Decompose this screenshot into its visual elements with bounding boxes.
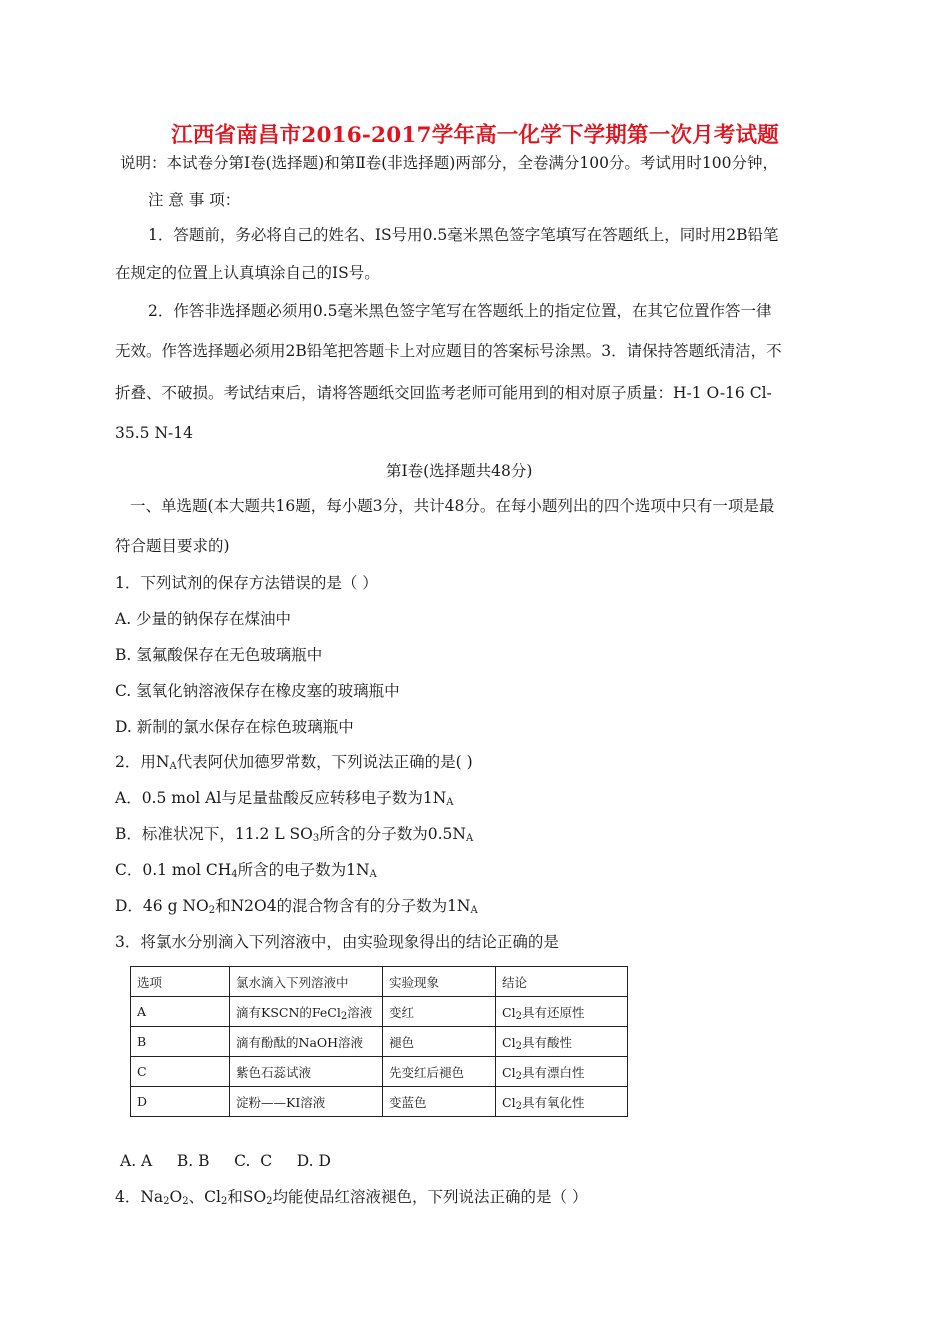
table-header-cell: 实验现象 bbox=[383, 967, 496, 997]
table-row bbox=[131, 1087, 628, 1117]
table-header-cell: 结论 bbox=[496, 967, 628, 997]
question-1-option-a: A. 少量的钠保存在煤油中 bbox=[115, 610, 292, 628]
table-cell: $Cl_2$具有还原性 bbox=[496, 997, 628, 1027]
section-intro-a: 一、单选题(本大题共16题，每小题3分，共计48分。在每小题列出的四个选项中只有一项是最 bbox=[130, 497, 775, 515]
notice-item-2a: 2．作答非选择题必须用0.5毫米黑色签字笔写在答题纸上的指定位置，在其它位置作答一律 bbox=[148, 302, 772, 320]
table-cell: $Cl_2$具有氧化性 bbox=[496, 1087, 628, 1117]
notice-item-2b: 无效。作答选择题必须用2B铅笔把答题卡上对应题目的答案标号涂黑。3．请保持答题纸清洁，不 bbox=[115, 342, 782, 360]
notice-item-2d: 35.5 N-14 bbox=[115, 424, 193, 442]
notice-item-1a: 1．答题前，务必将自己的姓名、IS号用0.5毫米黑色签字笔填写在答题纸上，同时用2B铅笔 bbox=[148, 226, 779, 244]
table-header-cell: 选项 bbox=[131, 967, 230, 997]
question-3-answers: A. A B. B C. C D. D bbox=[120, 1152, 331, 1170]
section-intro-b: 符合题目要求的) bbox=[115, 537, 230, 555]
exam-note: 说明：本试卷分第Ⅰ卷(选择题)和第Ⅱ卷(非选择题)两部分，全卷满分100分。考试用时100分钟， bbox=[120, 154, 779, 172]
table-cell: 褪色 bbox=[383, 1027, 496, 1057]
table-cell: 紫色石蕊试液 bbox=[230, 1057, 383, 1087]
question-2-option-c: C．0.1 mol $CH_4$所含的电子数为$1N_A$ bbox=[115, 861, 377, 880]
question-1-stem: 1．下列试剂的保存方法错误的是（ ） bbox=[115, 574, 378, 592]
table-header-row bbox=[131, 967, 628, 997]
question-3-stem: 3．将氯水分别滴入下列溶液中，由实验现象得出的结论正确的是 bbox=[115, 933, 559, 951]
page-title: 江西省南昌市2016-2017学年高一化学下学期第一次月考试题 bbox=[171, 123, 779, 148]
table-header-cell: 氯水滴入下列溶液中 bbox=[230, 967, 383, 997]
question-1-option-b: B. 氢氟酸保存在无色玻璃瓶中 bbox=[115, 646, 323, 664]
table-cell: $Cl_2$具有漂白性 bbox=[496, 1057, 628, 1087]
table-cell: D bbox=[131, 1087, 230, 1117]
table-cell: 滴有酚酞的NaOH溶液 bbox=[230, 1027, 383, 1057]
question-1-option-c: C. 氢氧化钠溶液保存在橡皮塞的玻璃瓶中 bbox=[115, 682, 400, 700]
notice-heading: 注 意 事 项： bbox=[148, 191, 241, 209]
table-cell: 滴有KSCN的FeCl$_2$溶液 bbox=[230, 997, 383, 1027]
table-cell: 变蓝色 bbox=[383, 1087, 496, 1117]
table-cell: C bbox=[131, 1057, 230, 1087]
notice-item-2c: 折叠、不破损。考试结束后，请将答题纸交回监考老师可能用到的相对原子质量：H-1 O-16 Cl- bbox=[115, 384, 772, 402]
question-3-table bbox=[130, 966, 628, 1117]
section-heading: 第Ⅰ卷(选择题共48分) bbox=[386, 462, 533, 480]
question-4-stem: 4．$Na_2O_2$、$Cl_2$和$SO_2$均能使品红溶液褪色，下列说法正确的是（ ） bbox=[115, 1188, 588, 1207]
table-cell: $Cl_2$具有酸性 bbox=[496, 1027, 628, 1057]
table-cell: B bbox=[131, 1027, 230, 1057]
question-2-stem: 2．用$N_A$代表阿伏加德罗常数，下列说法正确的是( ) bbox=[115, 753, 473, 772]
question-2-option-d: D．46 g $NO_2$和N2O4的混合物含有的分子数为$1N_A$ bbox=[115, 897, 478, 916]
table-cell: 淀粉——KI溶液 bbox=[230, 1087, 383, 1117]
table-row bbox=[131, 1057, 628, 1087]
question-2-option-a: A．0.5 mol Al与足量盐酸反应转移电子数为$1N_A$ bbox=[115, 789, 454, 808]
table-row bbox=[131, 1027, 628, 1057]
table-cell: 变红 bbox=[383, 997, 496, 1027]
question-2-option-b: B．标准状况下，11.2 L $SO_3$所含的分子数为$0.5N_A$ bbox=[115, 825, 474, 844]
table-cell: 先变红后褪色 bbox=[383, 1057, 496, 1087]
notice-item-1b: 在规定的位置上认真填涂自己的IS号。 bbox=[115, 264, 380, 282]
table-cell: A bbox=[131, 997, 230, 1027]
table-row bbox=[131, 997, 628, 1027]
question-1-option-d: D. 新制的氯水保存在棕色玻璃瓶中 bbox=[115, 718, 354, 736]
